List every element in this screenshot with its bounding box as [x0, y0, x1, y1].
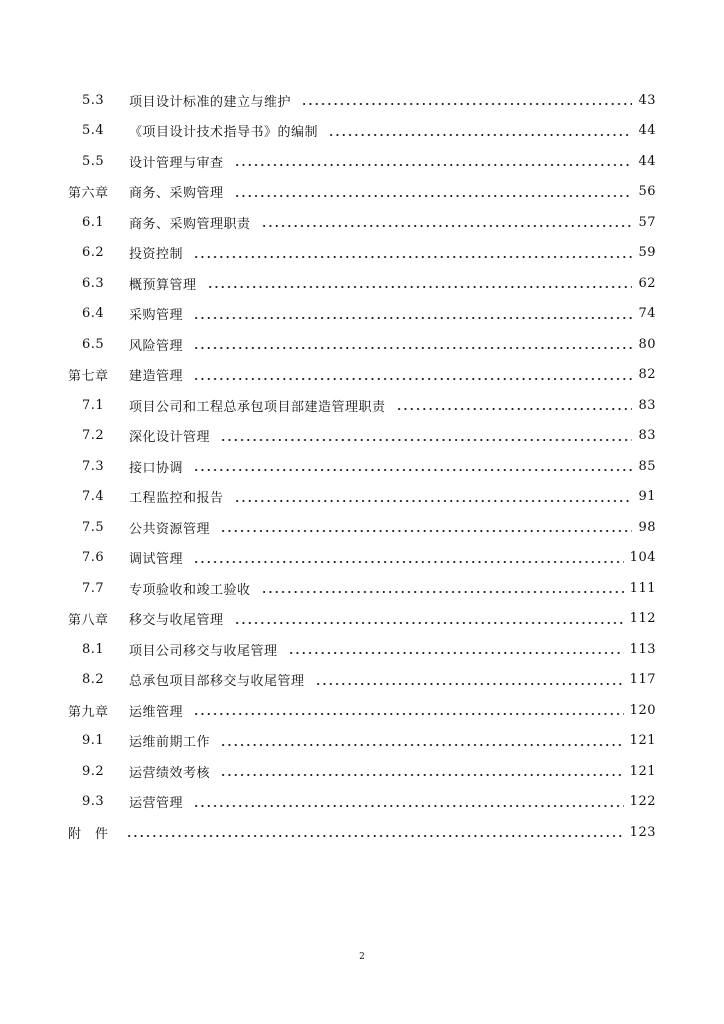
dot-leader — [126, 834, 624, 838]
toc-entry-number: 7.5 — [82, 519, 105, 535]
toc-entry-number: 5.3 — [82, 92, 105, 108]
dot-leader — [193, 804, 624, 808]
toc-entry-number: 第九章 — [68, 704, 109, 720]
toc-entry-section[interactable] — [0, 390, 724, 421]
toc-entry-line — [129, 426, 656, 445]
dot-leader — [220, 743, 624, 747]
toc-entry-line — [129, 182, 656, 201]
toc-entry-line — [129, 792, 656, 811]
dot-leader — [234, 194, 633, 198]
toc-entry-page: 83 — [638, 397, 656, 413]
toc-entry-section[interactable] — [0, 238, 724, 269]
toc-entry-section[interactable] — [0, 299, 724, 330]
toc-entry-page: 91 — [638, 489, 656, 505]
toc-entry-number: 7.2 — [82, 428, 105, 444]
toc-entry-section[interactable] — [0, 421, 724, 452]
dot-leader — [220, 438, 632, 442]
toc-entry-number: 6.1 — [82, 214, 105, 230]
toc-entry-title: 设计管理与审查 — [129, 155, 224, 171]
toc-entry-section[interactable] — [0, 573, 724, 604]
toc-entry-page: 74 — [638, 306, 656, 322]
toc-entry-section[interactable] — [0, 634, 724, 665]
toc-entry-title: 运营管理 — [129, 796, 184, 812]
dot-leader — [193, 255, 632, 259]
toc-entry-line — [116, 825, 656, 840]
toc-entry-title: 投资控制 — [129, 247, 184, 263]
toc-entry-title: 接口协调 — [129, 460, 184, 476]
dot-leader — [261, 224, 633, 228]
toc-entry-page: 80 — [638, 336, 656, 352]
dot-leader — [220, 773, 624, 777]
toc-entry-line — [129, 487, 656, 506]
toc-entry-number: 8.1 — [82, 641, 105, 657]
toc-entry-section[interactable] — [0, 756, 724, 787]
toc-entry-number: 9.3 — [82, 794, 105, 810]
toc-entry-title: 总承包项目部移交与收尾管理 — [129, 674, 305, 690]
toc-entry-number: 附件 — [68, 826, 123, 842]
toc-entry-chapter[interactable] — [0, 360, 724, 391]
toc-entry-number: 9.2 — [82, 763, 105, 779]
toc-entry-number: 7.7 — [82, 580, 105, 596]
toc-entry-page: 44 — [638, 123, 656, 139]
toc-entry-line — [129, 91, 656, 110]
dot-leader — [328, 133, 632, 137]
toc-entry-section[interactable] — [0, 543, 724, 574]
toc-entry-number: 第八章 — [68, 613, 109, 629]
toc-entry-title: 运营绩效考核 — [129, 765, 211, 781]
toc-entry-title: 概预算管理 — [129, 277, 197, 293]
toc-entry-page: 44 — [638, 153, 656, 169]
toc-entry-title: 商务、采购管理 — [129, 186, 224, 202]
toc-entry-number: 7.1 — [82, 397, 105, 413]
toc-entry-page: 113 — [629, 641, 656, 657]
toc-entry-section[interactable] — [0, 726, 724, 757]
toc-entry-title: 深化设计管理 — [129, 430, 211, 446]
toc-entry-line — [129, 762, 656, 781]
toc-entry-title: 风险管理 — [129, 338, 184, 354]
toc-entry-section[interactable] — [0, 451, 724, 482]
toc-entry-page: 120 — [629, 702, 656, 718]
toc-entry-number: 7.6 — [82, 550, 105, 566]
toc-entry-line — [129, 701, 656, 720]
dot-leader — [193, 377, 632, 381]
toc-entry-line — [129, 548, 656, 567]
toc-entry-line — [129, 335, 656, 354]
toc-entry-title: 项目设计标准的建立与维护 — [129, 94, 292, 110]
toc-entry-line — [129, 152, 656, 171]
toc-entry-title: 运维管理 — [129, 704, 184, 720]
toc-entry-page: 82 — [638, 367, 656, 383]
toc-entry-title: 移交与收尾管理 — [129, 613, 224, 629]
toc-entry-line — [129, 640, 656, 659]
toc-entry-page: 43 — [638, 92, 656, 108]
toc-entry-line — [129, 365, 656, 384]
toc-entry-section[interactable] — [0, 207, 724, 238]
toc-entry-title: 采购管理 — [129, 308, 184, 324]
dot-leader — [193, 712, 624, 716]
toc-entry-section[interactable] — [0, 116, 724, 147]
toc-entry-section[interactable] — [0, 787, 724, 818]
toc-entry-appendix[interactable] — [0, 817, 724, 848]
toc-entry-line — [129, 213, 656, 232]
toc-entry-page: 121 — [629, 763, 656, 779]
toc-entry-line — [129, 518, 656, 537]
dot-leader — [396, 407, 633, 411]
toc-entry-title: 专项验收和竣工验收 — [129, 582, 251, 598]
toc-entry-line — [129, 274, 656, 293]
toc-entry-title: 《项目设计技术指导书》的编制 — [129, 125, 319, 141]
toc-entry-page: 111 — [629, 580, 656, 596]
dot-leader — [193, 346, 632, 350]
toc-entry-section[interactable] — [0, 482, 724, 513]
toc-entry-line — [129, 121, 656, 140]
toc-entry-number: 9.1 — [82, 733, 105, 749]
toc-entry-page: 117 — [629, 672, 656, 688]
toc-entry-number: 6.3 — [82, 275, 105, 291]
toc-entry-title: 商务、采购管理职责 — [129, 216, 251, 232]
toc-entry-title: 项目公司移交与收尾管理 — [129, 643, 278, 659]
toc-entry-page: 62 — [638, 275, 656, 291]
page-number: 2 — [359, 952, 365, 962]
dot-leader — [234, 499, 633, 503]
toc-entry-section[interactable] — [0, 512, 724, 543]
toc-entry-line — [129, 579, 656, 598]
dot-leader — [288, 651, 624, 655]
toc-entry-line — [129, 609, 656, 628]
toc-entry-chapter[interactable] — [0, 604, 724, 635]
toc-entry-title: 项目公司和工程总承包项目部建造管理职责 — [129, 399, 386, 415]
toc-entry-section[interactable] — [0, 329, 724, 360]
toc-entry-line — [129, 304, 656, 323]
dot-leader — [193, 560, 624, 564]
dot-leader — [220, 529, 632, 533]
toc-entry-number: 5.4 — [82, 123, 105, 139]
dot-leader — [234, 621, 624, 625]
toc-entry-title: 运维前期工作 — [129, 735, 211, 751]
toc-entry-number: 6.2 — [82, 245, 105, 261]
toc-entry-line — [129, 396, 656, 415]
toc-entry-page: 56 — [638, 184, 656, 200]
toc-entry-number: 5.5 — [82, 153, 105, 169]
toc-entry-title: 公共资源管理 — [129, 521, 211, 537]
toc-entry-title: 建造管理 — [129, 369, 184, 385]
table-of-contents — [0, 85, 724, 848]
toc-entry-number: 第七章 — [68, 369, 109, 385]
toc-entry-page: 59 — [638, 245, 656, 261]
toc-entry-line — [129, 670, 656, 689]
dot-leader — [315, 682, 624, 686]
toc-entry-line — [129, 243, 656, 262]
dot-leader — [207, 285, 633, 289]
toc-entry-chapter[interactable] — [0, 177, 724, 208]
toc-entry-section[interactable] — [0, 85, 724, 116]
toc-entry-line — [129, 457, 656, 476]
toc-entry-number: 第六章 — [68, 186, 109, 202]
dot-leader — [261, 590, 624, 594]
toc-entry-page: 98 — [638, 519, 656, 535]
toc-entry-page: 123 — [629, 824, 656, 840]
toc-entry-page: 122 — [629, 794, 656, 810]
toc-entry-page: 85 — [638, 458, 656, 474]
toc-entry-section[interactable] — [0, 268, 724, 299]
toc-entry-page: 83 — [638, 428, 656, 444]
toc-entry-section[interactable] — [0, 146, 724, 177]
toc-entry-number: 7.3 — [82, 458, 105, 474]
dot-leader — [193, 468, 632, 472]
toc-entry-line — [129, 731, 656, 750]
toc-entry-number: 7.4 — [82, 489, 105, 505]
dot-leader — [234, 163, 633, 167]
toc-entry-title: 调试管理 — [129, 552, 184, 568]
toc-entry-number: 6.4 — [82, 306, 105, 322]
toc-entry-number: 6.5 — [82, 336, 105, 352]
toc-entry-chapter[interactable] — [0, 695, 724, 726]
toc-entry-section[interactable] — [0, 665, 724, 696]
dot-leader — [193, 316, 632, 320]
dot-leader — [301, 102, 632, 106]
toc-entry-page: 121 — [629, 733, 656, 749]
toc-entry-page: 104 — [629, 550, 656, 566]
toc-entry-page: 112 — [629, 611, 656, 627]
toc-entry-number: 8.2 — [82, 672, 105, 688]
toc-entry-title: 工程监控和报告 — [129, 491, 224, 507]
toc-entry-page: 57 — [638, 214, 656, 230]
